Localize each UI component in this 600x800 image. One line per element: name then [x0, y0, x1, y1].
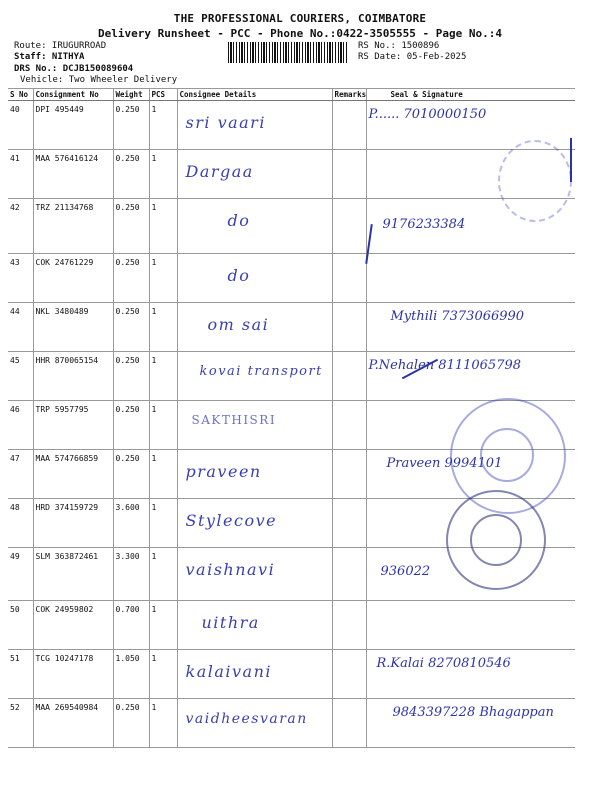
row-sno: 41 [8, 150, 33, 199]
drs-number: DRS No.: DCJB150089604 [14, 64, 134, 74]
row-consignee: sri vaari [177, 101, 332, 150]
row-remarks [332, 650, 366, 699]
row-sno: 49 [8, 548, 33, 601]
row-pcs: 1 [149, 150, 177, 199]
col-seal-signature: Seal & Signature [366, 89, 575, 101]
col-pcs: PCS [149, 89, 177, 101]
row-pcs: 1 [149, 254, 177, 303]
row-remarks [332, 199, 366, 254]
row-consignee: om sai [177, 303, 332, 352]
row-sno: 42 [8, 199, 33, 254]
rs-number: RS No.: 1500896 [358, 41, 440, 51]
row-pcs: 1 [149, 101, 177, 150]
row-pcs: 1 [149, 699, 177, 748]
row-consignee: vaidheesvaran [177, 699, 332, 748]
row-signature: 9843397228 Bhagappan [366, 699, 575, 748]
barcode [228, 42, 348, 63]
row-consignment: HHR 870065154 [33, 352, 113, 401]
table-row [8, 601, 575, 650]
row-consignee: kalaivani [177, 650, 332, 699]
row-weight: 0.250 [113, 199, 149, 254]
row-sno: 43 [8, 254, 33, 303]
row-remarks [332, 150, 366, 199]
table-header [8, 89, 575, 101]
row-remarks [332, 303, 366, 352]
vehicle-label: Vehicle: Two Wheeler Delivery [20, 75, 178, 85]
row-consignment: SLM 363872461 [33, 548, 113, 601]
row-sno: 48 [8, 499, 33, 548]
company-seal-inner [470, 514, 522, 566]
row-consignment: MAA 269540984 [33, 699, 113, 748]
row-pcs: 1 [149, 548, 177, 601]
table-row [8, 150, 575, 199]
col-consignee: Consignee Details [177, 89, 332, 101]
row-weight: 0.700 [113, 601, 149, 650]
row-consignee: SAKTHISRI [177, 401, 332, 450]
row-remarks [332, 254, 366, 303]
company-title: THE PROFESSIONAL COURIERS, COIMBATORE [173, 12, 427, 25]
rs-date: RS Date: 05-Feb-2025 [358, 52, 467, 62]
row-weight: 0.250 [113, 450, 149, 499]
row-pcs: 1 [149, 352, 177, 401]
row-weight: 0.250 [113, 254, 149, 303]
row-pcs: 1 [149, 401, 177, 450]
row-pcs: 1 [149, 450, 177, 499]
row-remarks [332, 601, 366, 650]
row-signature: 9176233384 [366, 199, 575, 254]
row-sno: 50 [8, 601, 33, 650]
row-pcs: 1 [149, 650, 177, 699]
row-remarks [332, 450, 366, 499]
table-row [8, 254, 575, 303]
row-consignee: Dargaa [177, 150, 332, 199]
row-remarks [332, 548, 366, 601]
col-remarks: Remarks [332, 89, 366, 101]
row-signature: 936022 [366, 548, 575, 601]
table-row [8, 699, 575, 748]
row-consignment: TRP 5957795 [33, 401, 113, 450]
row-signature: Praveen 9994101 [366, 450, 575, 499]
row-weight: 1.050 [113, 650, 149, 699]
row-weight: 0.250 [113, 699, 149, 748]
row-remarks [332, 499, 366, 548]
row-sno: 46 [8, 401, 33, 450]
row-sno: 44 [8, 303, 33, 352]
table-row [8, 303, 575, 352]
row-sno: 40 [8, 101, 33, 150]
col-weight: Weight [113, 89, 149, 101]
row-consignment: HRD 374159729 [33, 499, 113, 548]
round-seal-inner [480, 428, 534, 482]
col-consignment: Consignment No [33, 89, 113, 101]
row-remarks [332, 352, 366, 401]
faded-stamp-top [498, 140, 572, 222]
runsheet-subtitle: Delivery Runsheet - PCC - Phone No.:0422-3505555 - Page No.:4 [98, 27, 502, 40]
table-row [8, 650, 575, 699]
row-consignment: TCG 10247178 [33, 650, 113, 699]
row-sno: 45 [8, 352, 33, 401]
row-remarks [332, 101, 366, 150]
row-weight: 0.250 [113, 352, 149, 401]
row-consignee: Stylecove [177, 499, 332, 548]
row-consignment: TRZ 21134768 [33, 199, 113, 254]
row-sno: 52 [8, 699, 33, 748]
pen-stroke [570, 138, 572, 182]
row-pcs: 1 [149, 199, 177, 254]
row-sno: 51 [8, 650, 33, 699]
row-weight: 0.250 [113, 150, 149, 199]
row-consignee: do [177, 254, 332, 303]
row-consignee: vaishnavi [177, 548, 332, 601]
row-consignment: COK 24761229 [33, 254, 113, 303]
row-signature [366, 254, 575, 303]
row-pcs: 1 [149, 601, 177, 650]
row-consignee: do [177, 199, 332, 254]
route-label: Route: IRUGURROAD [14, 41, 107, 51]
row-signature: Mythili 7373066990 [366, 303, 575, 352]
row-pcs: 1 [149, 499, 177, 548]
row-weight: 3.600 [113, 499, 149, 548]
row-consignment: DPI 495449 [33, 101, 113, 150]
row-sno: 47 [8, 450, 33, 499]
row-signature: P.Nehalen 8111065798 [366, 352, 575, 401]
table-row [8, 101, 575, 150]
row-consignment: NKL 3480489 [33, 303, 113, 352]
row-consignee: kovai transport [177, 352, 332, 401]
staff-label: Staff: NITHYA [14, 52, 85, 62]
row-consignment: MAA 576416124 [33, 150, 113, 199]
row-weight: 3.300 [113, 548, 149, 601]
row-remarks [332, 401, 366, 450]
col-sno: S No [8, 89, 33, 101]
row-consignee: uithra [177, 601, 332, 650]
table-row [8, 199, 575, 254]
row-consignment: COK 24959802 [33, 601, 113, 650]
row-signature: R.Kalai 8270810546 [366, 650, 575, 699]
table-row [8, 352, 575, 401]
row-signature [366, 601, 575, 650]
row-weight: 0.250 [113, 401, 149, 450]
row-consignee: praveen [177, 450, 332, 499]
row-pcs: 1 [149, 303, 177, 352]
row-weight: 0.250 [113, 303, 149, 352]
row-consignment: MAA 574766859 [33, 450, 113, 499]
row-remarks [332, 699, 366, 748]
row-signature: P...... 7010000150 [366, 101, 575, 150]
row-weight: 0.250 [113, 101, 149, 150]
